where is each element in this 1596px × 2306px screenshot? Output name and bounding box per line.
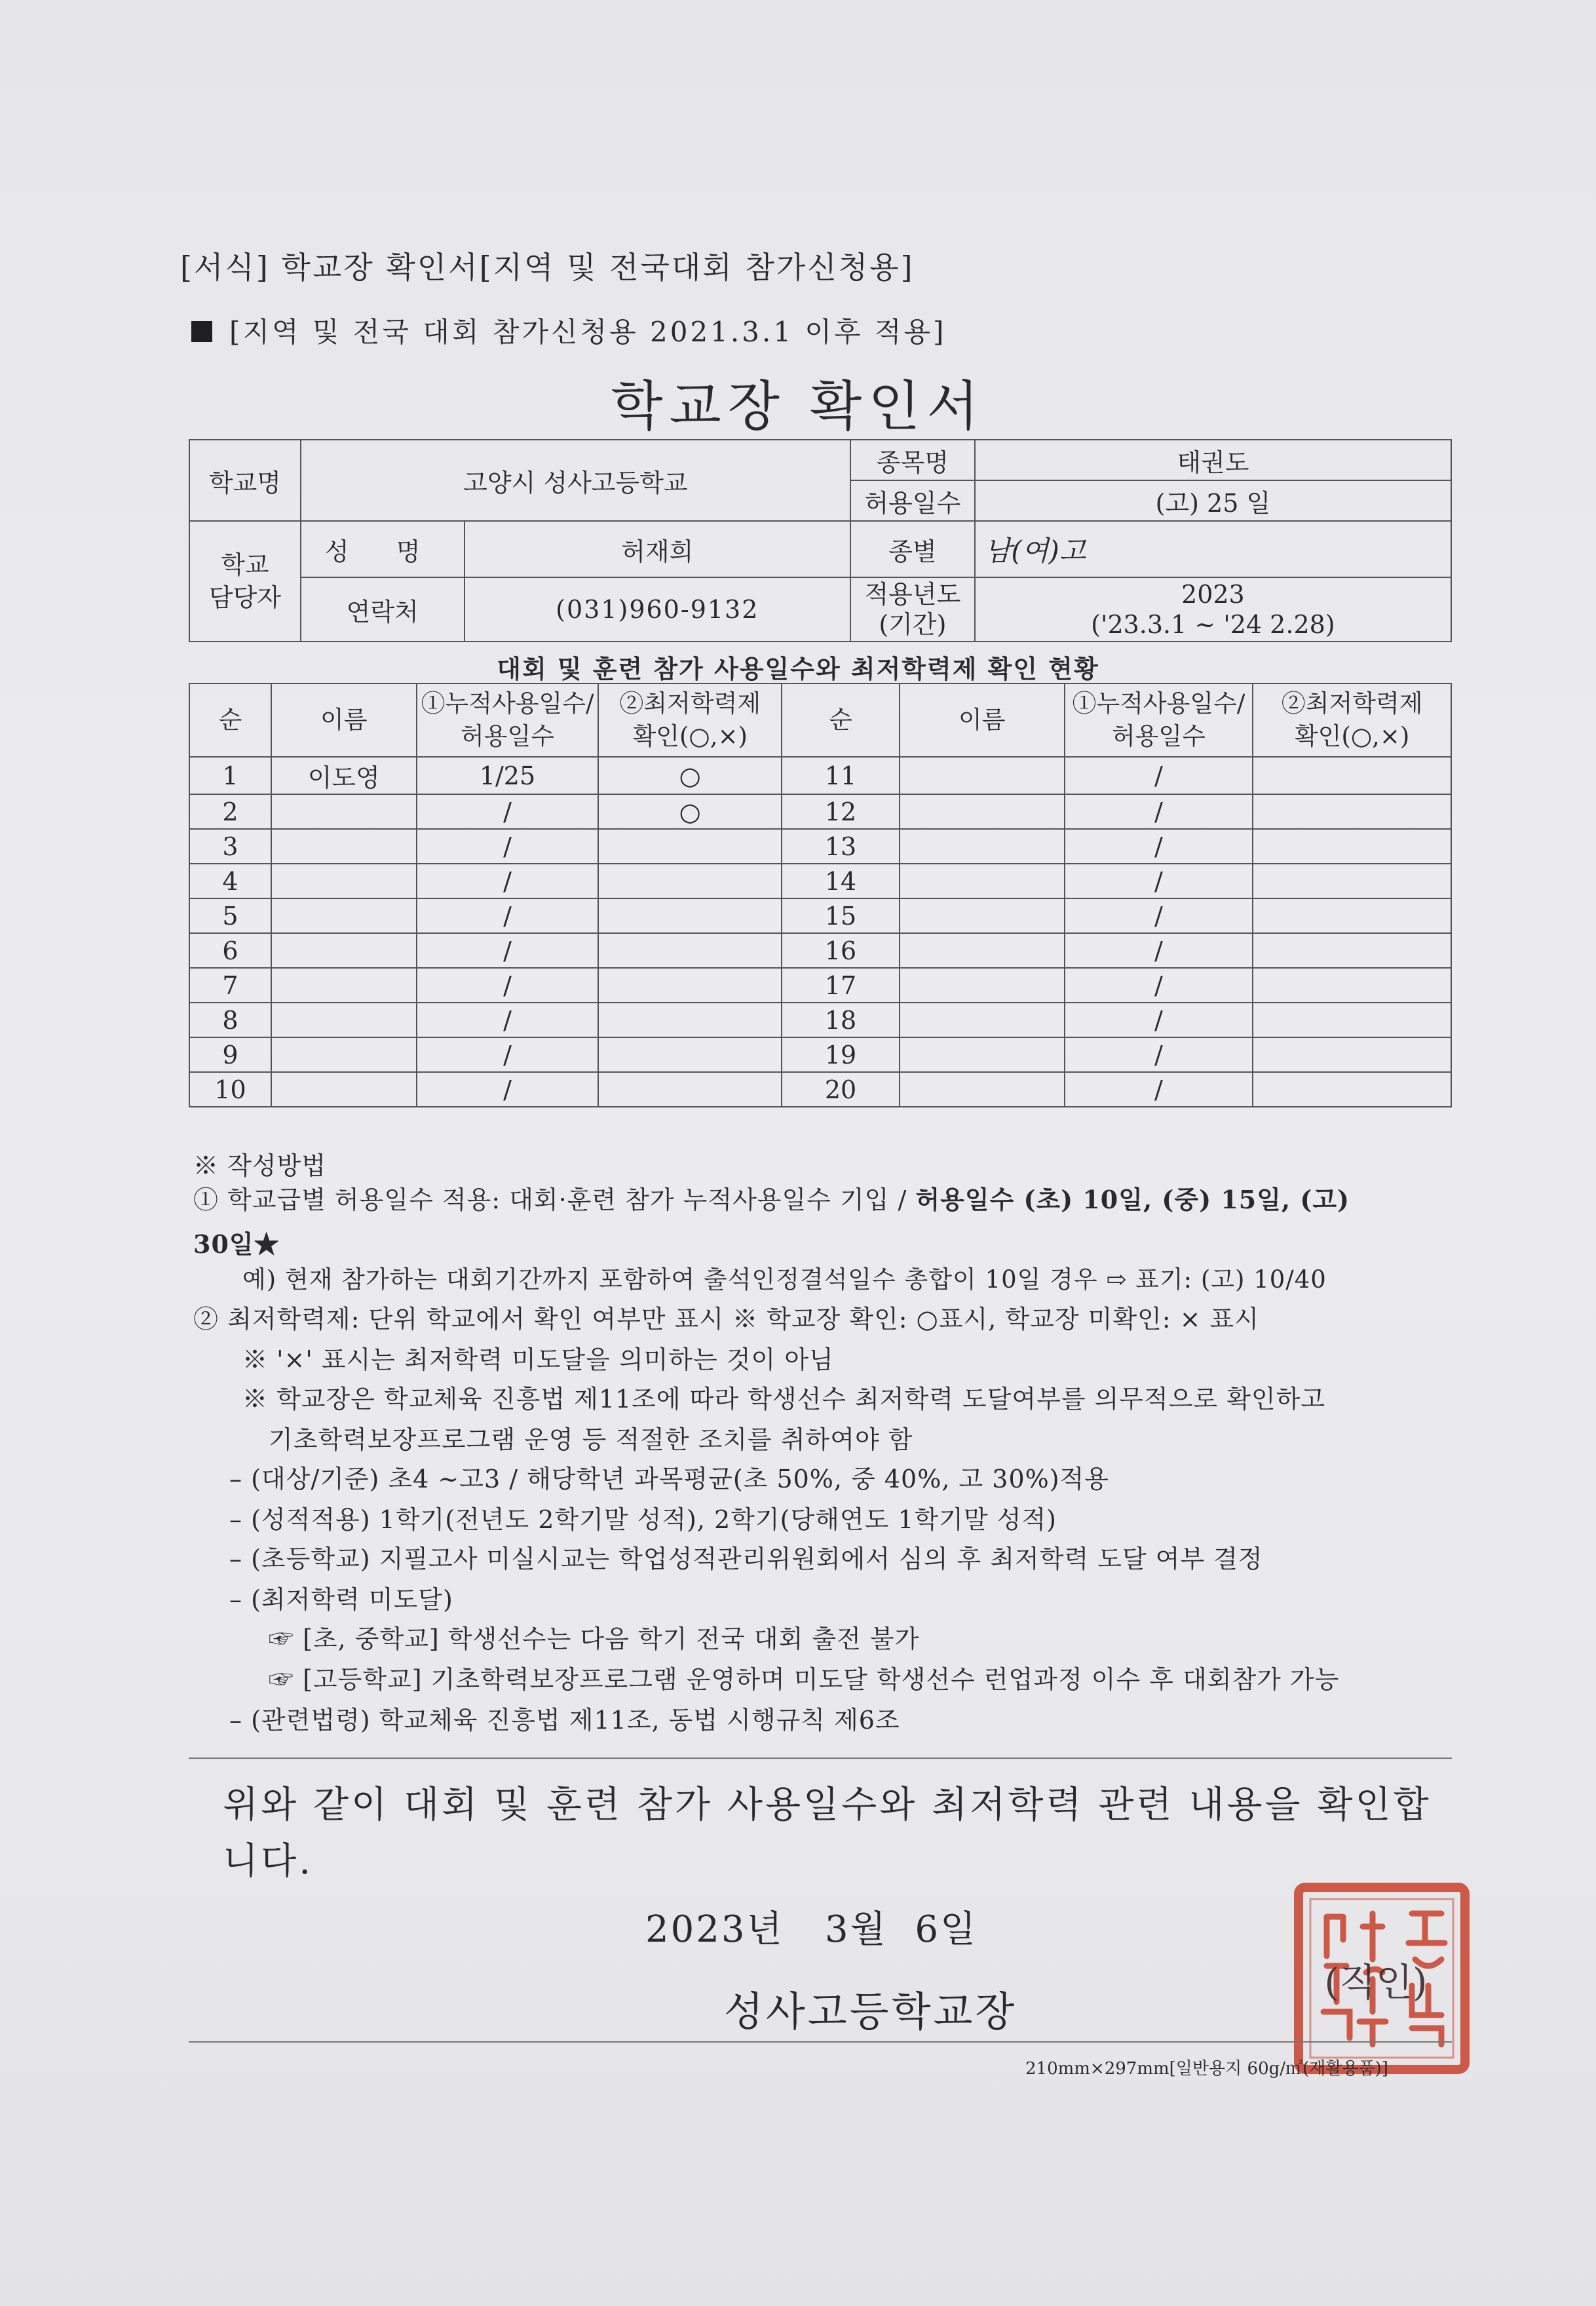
contact-value: (031)960-9132 bbox=[465, 577, 850, 642]
section-title: 대회 및 훈련 참가 사용일수와 최저학력제 확인 현황 bbox=[497, 654, 1099, 683]
name-value: 허재희 bbox=[465, 521, 850, 577]
header-name-right: 이름 bbox=[900, 683, 1065, 757]
year-value: 2023 bbox=[1181, 580, 1245, 609]
instruction-line-5: ※ 학교장은 학교체육 진흥법 제11조에 따라 학생선수 최저학력 도달여부를 의무적으로 확인하고 bbox=[242, 1385, 1326, 1413]
divider-bottom bbox=[189, 2041, 1452, 2043]
row-name-right bbox=[900, 1072, 1065, 1107]
row-name-right bbox=[900, 1003, 1065, 1037]
form-label: [서식] 학교장 확인서[지역 및 전국대회 참가신청용] bbox=[180, 250, 915, 285]
row-days-right: / bbox=[1065, 898, 1253, 933]
table-row bbox=[189, 898, 1451, 933]
year-period: ('23.3.1 ~ '24 2.28) bbox=[1091, 610, 1335, 639]
instruction-line-3: ② 최저학력제: 단위 학교에서 확인 여부만 표시 ※ 학교장 확인: ○표시, 학교장 미확인: × 표시 bbox=[193, 1305, 1259, 1334]
row-name bbox=[271, 829, 417, 864]
row-check-right bbox=[1253, 968, 1451, 1003]
row-no-right: 20 bbox=[782, 1072, 900, 1107]
row-no-right: 19 bbox=[782, 1037, 900, 1072]
row-no: 2 bbox=[189, 794, 271, 829]
instruction-line-9: – (초등학교) 지필고사 미실시교는 학업성적관리위원회에서 심의 후 최저학력 도달 여부 결정 bbox=[229, 1545, 1263, 1573]
instruction-line-12: ☞ [고등학교] 기초학력보장프로그램 운영하며 미도달 학생선수 런업과정 이수 후 대회참가 가능 bbox=[269, 1665, 1340, 1694]
row-name: 이도영 bbox=[271, 757, 417, 794]
row-no-right: 17 bbox=[782, 968, 900, 1003]
divider-top bbox=[189, 1758, 1452, 1759]
row-name-right bbox=[900, 968, 1065, 1003]
row-check bbox=[598, 1037, 782, 1072]
row-no: 8 bbox=[189, 1003, 271, 1037]
row-check bbox=[598, 1003, 782, 1037]
allowed-days-value: (고) 25 일 bbox=[975, 480, 1451, 521]
form-subtitle: [지역 및 전국 대회 참가신청용 2021.3.1 이후 적용] bbox=[229, 316, 947, 348]
row-no: 6 bbox=[189, 933, 271, 968]
row-days-right: / bbox=[1065, 794, 1253, 829]
instruction-line-13: – (관련법령) 학교체육 진흥법 제11조, 동법 시행규칙 제6조 bbox=[229, 1706, 900, 1735]
confirm-text-line-1: 위와 같이 대회 및 훈련 참가 사용일수와 최저학력 관련 내용을 확인합 bbox=[223, 1784, 1432, 1826]
row-days-right: / bbox=[1065, 864, 1253, 898]
row-no-right: 15 bbox=[782, 898, 900, 933]
table-header-row bbox=[189, 683, 1451, 757]
table-row bbox=[189, 1003, 1451, 1037]
table-row bbox=[189, 829, 1451, 864]
row-days-right: / bbox=[1065, 1037, 1253, 1072]
header-no: 순 bbox=[189, 683, 271, 757]
row-name-right bbox=[900, 829, 1065, 864]
row-check bbox=[598, 829, 782, 864]
signer-mark: (직인) bbox=[1324, 1960, 1428, 2005]
row-days: / bbox=[417, 968, 599, 1003]
row-name bbox=[271, 1072, 417, 1107]
event-label: 종목명 bbox=[850, 440, 975, 480]
row-no: 7 bbox=[189, 968, 271, 1003]
row-check bbox=[598, 864, 782, 898]
row-no-right: 14 bbox=[782, 864, 900, 898]
row-no-right: 16 bbox=[782, 933, 900, 968]
instruction-line-1a: ① 학교급별 허용일수 적용: 대회·훈련 참가 누적사용일수 기입 / bbox=[193, 1185, 916, 1214]
row-check-right bbox=[1253, 1072, 1451, 1107]
row-days-right: / bbox=[1065, 968, 1253, 1003]
table-row bbox=[189, 1072, 1451, 1107]
row-no-right: 13 bbox=[782, 829, 900, 864]
row-days-right: / bbox=[1065, 1003, 1253, 1037]
year-cell bbox=[975, 577, 1451, 642]
row-check-right bbox=[1253, 757, 1451, 794]
row-days-right: / bbox=[1065, 1072, 1253, 1107]
row-check-right bbox=[1253, 1037, 1451, 1072]
row-no: 1 bbox=[189, 757, 271, 794]
row-days: / bbox=[417, 1003, 599, 1037]
row-days-right: / bbox=[1065, 829, 1253, 864]
instruction-line-8: – (성적적용) 1학기(전년도 2학기말 성적), 2학기(당해연도 1학기말 성적) bbox=[229, 1505, 1057, 1534]
row-no: 5 bbox=[189, 898, 271, 933]
row-name-right bbox=[900, 794, 1065, 829]
allowed-days-label: 허용일수 bbox=[850, 480, 975, 521]
row-name bbox=[271, 1003, 417, 1037]
instructions-heading: ※ 작성방법 bbox=[193, 1151, 326, 1180]
header-no-right: 순 bbox=[782, 683, 900, 757]
row-no: 3 bbox=[189, 829, 271, 864]
row-name-right bbox=[900, 898, 1065, 933]
table-row bbox=[189, 968, 1451, 1003]
school-label: 학교명 bbox=[189, 440, 301, 521]
row-no: 9 bbox=[189, 1037, 271, 1072]
row-name bbox=[271, 898, 417, 933]
instruction-line-1b: 허용일수 (초) 10일, (중) 15일, (고) bbox=[915, 1185, 1350, 1214]
signature-date: 2023년 3월 6일 bbox=[645, 1908, 978, 1951]
instruction-line-1 bbox=[193, 1180, 1350, 1216]
row-name-right bbox=[900, 1037, 1065, 1072]
header-check-right: ②최저학력제 확인(○,×) bbox=[1253, 683, 1451, 757]
page-title: 학교장 확인서 bbox=[611, 375, 985, 438]
instruction-line-7: – (대상/기준) 초4 ~고3 / 해당학년 과목평균(초 50%, 중 40%, 고 30%)적용 bbox=[229, 1465, 1109, 1493]
table-row bbox=[189, 933, 1451, 968]
instruction-line-4: ※ '×' 표시는 최저학력 미도달을 의미하는 것이 아님 bbox=[242, 1345, 834, 1374]
header-days-right: ①누적사용일수/ 허용일수 bbox=[1065, 683, 1253, 757]
instruction-line-2: 예) 현재 참가하는 대회기간까지 포함하여 출석인정결석일수 총합이 10일 경우 ⇨ 표기: (고) 10/40 bbox=[242, 1265, 1327, 1294]
row-days: / bbox=[417, 864, 599, 898]
instruction-line-10: – (최저학력 미도달) bbox=[229, 1585, 453, 1614]
row-no: 10 bbox=[189, 1072, 271, 1107]
gender-value: 남(여)고 bbox=[975, 521, 1451, 577]
paper-size-note: 210mm×297mm[일반용지 60g/㎡(재활용품)] bbox=[1025, 2059, 1388, 2079]
row-check-right bbox=[1253, 794, 1451, 829]
row-check-right bbox=[1253, 829, 1451, 864]
row-check-right bbox=[1253, 864, 1451, 898]
instruction-line-6: 기초학력보장프로그램 운영 등 적절한 조치를 취하여야 함 bbox=[269, 1425, 913, 1454]
row-days: / bbox=[417, 794, 599, 829]
row-days: / bbox=[417, 1072, 599, 1107]
official-seal-icon bbox=[1291, 1881, 1474, 2077]
table-row bbox=[189, 757, 1451, 794]
instruction-line-1c: 30일★ bbox=[193, 1229, 280, 1259]
row-name bbox=[271, 968, 417, 1003]
year-label: 적용년도 (기간) bbox=[850, 577, 975, 642]
row-no-right: 11 bbox=[782, 757, 900, 794]
table-body bbox=[189, 757, 1451, 1107]
event-value: 태권도 bbox=[975, 440, 1451, 480]
row-check bbox=[598, 898, 782, 933]
contact-label: 연락처 bbox=[301, 577, 465, 642]
school-value: 고양시 성사고등학교 bbox=[301, 440, 850, 521]
row-check bbox=[598, 933, 782, 968]
row-name-right bbox=[900, 933, 1065, 968]
header-days: ①누적사용일수/ 허용일수 bbox=[417, 683, 599, 757]
row-check-right bbox=[1253, 898, 1451, 933]
row-days: / bbox=[417, 1037, 599, 1072]
row-check: ○ bbox=[598, 794, 782, 829]
signer-name: 성사고등학교장 bbox=[724, 1988, 1017, 2035]
row-name bbox=[271, 1037, 417, 1072]
row-name bbox=[271, 864, 417, 898]
manager-label: 학교 담당자 bbox=[189, 521, 301, 642]
row-days: / bbox=[417, 933, 599, 968]
instruction-line-11: ☞ [초, 중학교] 학생선수는 다음 학기 전국 대회 출전 불가 bbox=[269, 1624, 920, 1653]
row-check: ○ bbox=[598, 757, 782, 794]
row-name bbox=[271, 933, 417, 968]
name-label: 성 명 bbox=[301, 521, 465, 577]
row-days-right: / bbox=[1065, 933, 1253, 968]
row-days: / bbox=[417, 829, 599, 864]
table-row bbox=[189, 794, 1451, 829]
row-check-right bbox=[1253, 933, 1451, 968]
header-name: 이름 bbox=[271, 683, 417, 757]
row-check bbox=[598, 968, 782, 1003]
table-row bbox=[189, 1037, 1451, 1072]
school-info-table bbox=[189, 439, 1452, 642]
row-days-right: / bbox=[1065, 757, 1253, 794]
table-row bbox=[189, 864, 1451, 898]
header-check: ②최저학력제 확인(○,×) bbox=[598, 683, 782, 757]
row-check-right bbox=[1253, 1003, 1451, 1037]
row-days: / bbox=[417, 898, 599, 933]
row-name-right bbox=[900, 864, 1065, 898]
confirm-text-line-2: 니다. bbox=[223, 1840, 313, 1883]
gender-label: 종별 bbox=[850, 521, 975, 577]
participants-table bbox=[189, 683, 1452, 1107]
row-days: 1/25 bbox=[417, 757, 599, 794]
row-no-right: 18 bbox=[782, 1003, 900, 1037]
row-name bbox=[271, 794, 417, 829]
row-name-right bbox=[900, 757, 1065, 794]
row-check bbox=[598, 1072, 782, 1107]
row-no-right: 12 bbox=[782, 794, 900, 829]
row-no: 4 bbox=[189, 864, 271, 898]
square-bullet-icon bbox=[191, 321, 212, 342]
